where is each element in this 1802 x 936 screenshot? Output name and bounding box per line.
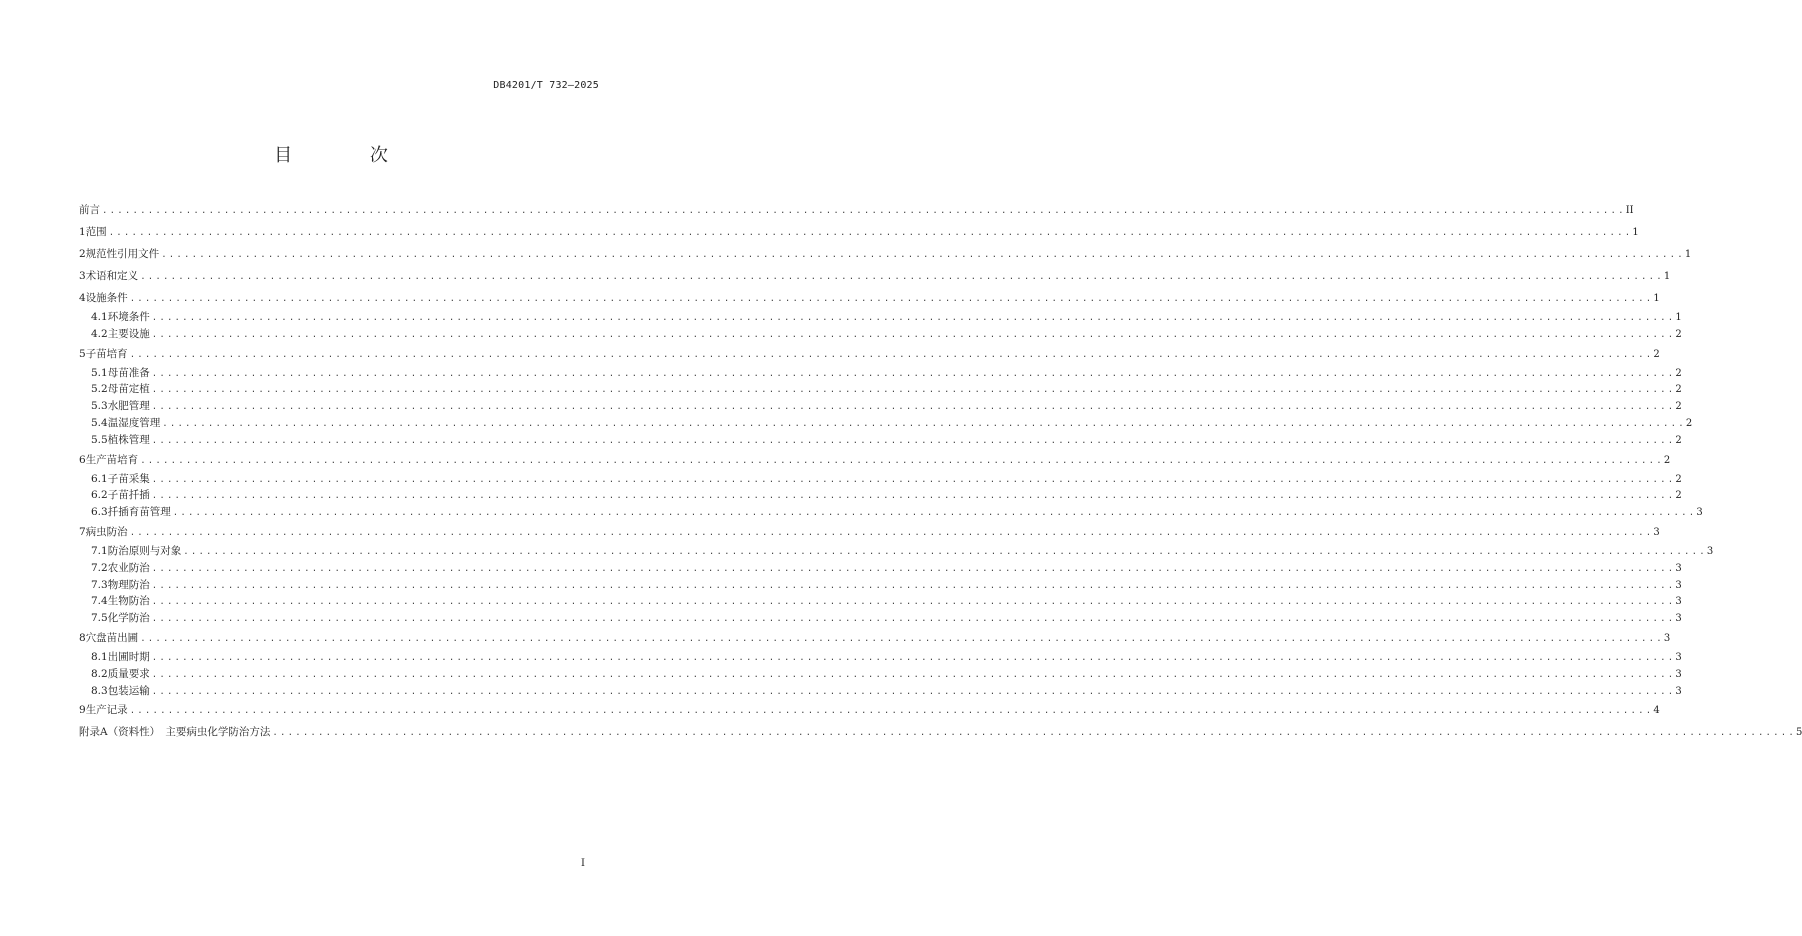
toc-leader-dots: ........................................................................................................................................................................................................ (129, 706, 1654, 717)
toc-leader-dots: ........................................................................................................................................................................................................ (162, 418, 1686, 429)
toc-entry-page: 2 (1685, 417, 1693, 429)
toc-entry[interactable] (79, 504, 1703, 521)
toc-entry-number: 8.1 (91, 650, 108, 663)
toc-entry-page: 1 (1663, 271, 1671, 282)
toc-entry-page: 2 (1663, 454, 1671, 466)
toc-leader-dots: ........................................................................................................................................................................................................ (151, 385, 1676, 396)
toc-leader-dots: ........................................................................................................................................................................................................ (151, 652, 1676, 663)
toc-entry-page: 3 (1675, 562, 1682, 574)
toc-entry-page: 2 (1675, 434, 1682, 446)
toc-entry[interactable] (79, 287, 1660, 309)
toc-entry-title: 扦插育苗管理 (107, 506, 171, 519)
toc-entry-title: 生产苗培育 (85, 453, 139, 466)
toc-entry-title: 农业防治 (107, 561, 150, 574)
toc-leader-dots: ........................................................................................................................................................................................................ (151, 313, 1676, 323)
toc-entry-title: 主要设施 (107, 327, 150, 340)
toc-entry-title: 范围 (85, 226, 107, 238)
toc-entry-number: 5.3 (91, 400, 108, 413)
toc-entry[interactable] (79, 199, 1634, 221)
toc-entry-page: 4 (1653, 705, 1660, 717)
toc-entry-title: 规范性引用文件 (85, 248, 160, 260)
toc-entry-number: 9 (79, 704, 86, 717)
toc-entry[interactable] (79, 593, 1682, 610)
toc-entry-page: II (1625, 205, 1634, 216)
toc-leader-dots: ........................................................................................................................................................................................................ (161, 250, 1685, 260)
toc-entry[interactable] (79, 343, 1660, 365)
toc-entry[interactable] (79, 521, 1660, 543)
toc-entry[interactable] (79, 487, 1682, 504)
toc-entry-number: 5 (79, 347, 86, 360)
toc-entry-number: 5.4 (91, 416, 108, 429)
toc-entry-number: 4 (79, 292, 86, 304)
toc-entry-title: 子苗培育 (85, 347, 128, 360)
toc-entry-number: 7 (79, 525, 86, 538)
toc-entry[interactable] (79, 471, 1682, 488)
page-number: I (581, 858, 585, 869)
toc-entry-page: 3 (1675, 668, 1682, 680)
toc-entry[interactable] (79, 666, 1682, 683)
toc-entry[interactable] (79, 365, 1682, 382)
toc-entry-number: 6.1 (91, 472, 108, 485)
toc-entry-page: 3 (1675, 596, 1682, 608)
toc-leader-dots: ........................................................................................................................................................................................................ (151, 563, 1676, 574)
toc-entry-page: 3 (1675, 613, 1682, 625)
toc-entry[interactable] (79, 649, 1682, 666)
toc-entry-title: 水肥管理 (107, 400, 150, 413)
toc-entry-number: 5.2 (91, 383, 108, 396)
toc-entry-title: 生物防治 (107, 595, 150, 608)
toc-entry[interactable] (79, 265, 1671, 287)
toc-entry-number: 4.2 (91, 327, 108, 340)
toc-entry-number: 7.2 (91, 561, 108, 574)
toc-entry-page: 2 (1675, 490, 1682, 502)
toc-leader-dots: ........................................................................................................................................................................................................ (151, 614, 1676, 625)
toc-entry-page: 3 (1675, 651, 1682, 663)
toc-entry[interactable] (79, 560, 1682, 577)
toc-entry-page: 1 (1632, 227, 1639, 238)
toc-entry-title: 子苗扦插 (107, 489, 150, 502)
toc-entry[interactable] (79, 415, 1693, 432)
toc-leader-dots: ........................................................................................................................................................................................................ (151, 580, 1676, 591)
toc-entry[interactable] (79, 543, 1714, 560)
toc-leader-dots: ........................................................................................................................................................................................................ (129, 294, 1654, 304)
toc-entry[interactable] (79, 432, 1682, 449)
toc-leader-dots: ........................................................................................................................................................................................................ (151, 435, 1676, 446)
toc-entry-number: 1 (79, 226, 86, 238)
toc-entry[interactable] (79, 721, 1802, 743)
toc-entry-title: 防治原则与对象 (107, 544, 182, 557)
toc-leader-dots: ........................................................................................................................................................................................................ (151, 491, 1676, 502)
toc-entry-title: 环境条件 (107, 311, 150, 323)
toc-entry[interactable] (79, 309, 1682, 326)
toc-leader-dots: ........................................................................................................................................................................................................ (140, 272, 1664, 282)
toc-leader-dots: ........................................................................................................................................................................................................ (151, 597, 1676, 608)
toc-entry-number: 8.3 (91, 684, 108, 697)
toc-leader-dots: ........................................................................................................................................................................................................ (151, 329, 1676, 340)
toc-entry-title: 前言 (79, 204, 100, 216)
toc-entry-title: 化学防治 (107, 612, 150, 625)
toc-entry-title: 子苗采集 (107, 472, 150, 485)
toc-leader-dots: ........................................................................................................................................................................................................ (140, 633, 1664, 644)
toc-entry-page: 2 (1675, 401, 1682, 413)
toc-entry[interactable] (79, 381, 1682, 398)
toc-leader-dots: ........................................................................................................................................................................................................ (129, 349, 1654, 360)
toc-leader-dots: ........................................................................................................................................................................................................ (172, 508, 1697, 519)
toc-entry-title: 设施条件 (85, 292, 128, 304)
toc-entry[interactable] (79, 326, 1682, 343)
toc-entry-page: 1 (1684, 249, 1692, 260)
document-code: DB4201/T 732—2025 (493, 80, 599, 91)
toc-entry[interactable] (79, 449, 1671, 471)
toc-entry[interactable] (79, 610, 1682, 627)
toc-leader-dots: ........................................................................................................................................................................................................ (151, 402, 1676, 413)
toc-entry[interactable] (79, 627, 1671, 649)
toc-entry-number: 8.2 (91, 667, 108, 680)
toc-entry-page: 3 (1696, 507, 1703, 519)
toc-entry[interactable] (79, 699, 1660, 721)
toc-entry-number: 2 (79, 248, 86, 260)
toc-entry-title: 术语和定义 (85, 270, 139, 282)
toc-entry-title: 出圃时期 (107, 650, 150, 663)
toc-entry-page: 3 (1653, 526, 1660, 538)
page-title: 目 次 (274, 145, 424, 166)
toc-entry-page: 3 (1675, 579, 1682, 591)
toc-entry-number: 7.4 (91, 595, 108, 608)
toc-entry-title: 质量要求 (107, 667, 150, 680)
toc-entry-title: 穴盘苗出圃 (85, 631, 139, 644)
toc-entry-title: 物理防治 (107, 578, 150, 591)
toc-leader-dots: ........................................................................................................................................................................................................ (151, 368, 1676, 379)
toc-entry[interactable] (79, 243, 1692, 265)
toc-entry-number: 3 (79, 270, 86, 282)
toc-entry-page: 2 (1675, 384, 1682, 396)
toc-entry-page: 1 (1675, 312, 1682, 323)
toc-entry-title: 包装运输 (107, 684, 150, 697)
toc-entry-title: 母苗定植 (107, 383, 150, 396)
toc-entry-title: 植株管理 (107, 433, 150, 446)
toc-entry-number: 7.1 (91, 544, 108, 557)
toc-entry-title: 附录A（资料性） 主要病虫化学防治方法 (79, 726, 271, 739)
toc-leader-dots: ........................................................................................................................................................................................................ (140, 455, 1664, 466)
toc-entry-title: 温湿度管理 (107, 416, 161, 429)
toc-leader-dots: ........................................................................................................................................................................................................ (272, 728, 1797, 739)
toc-entry[interactable] (79, 221, 1639, 243)
toc-entry-number: 6.2 (91, 489, 108, 502)
toc-entry-title: 母苗准备 (107, 366, 150, 379)
toc-leader-dots: ........................................................................................................................................................................................................ (102, 206, 1626, 216)
toc-entry-page: 5 (1796, 727, 1802, 739)
toc-leader-dots: ........................................................................................................................................................................................................ (151, 669, 1676, 680)
toc-entry-page: 1 (1653, 293, 1660, 304)
toc-entry-page: 3 (1663, 632, 1671, 644)
toc-entry-number: 5.1 (91, 366, 108, 379)
toc-leader-dots: ........................................................................................................................................................................................................ (108, 228, 1633, 238)
toc-entry-number: 5.5 (91, 433, 108, 446)
toc-entry[interactable] (79, 577, 1682, 594)
table-of-contents (79, 199, 1802, 743)
toc-entry-page: 2 (1675, 367, 1682, 379)
toc-entry-number: 6 (79, 453, 86, 466)
toc-entry-title: 病虫防治 (85, 525, 128, 538)
toc-entry-number: 8 (79, 631, 86, 644)
toc-entry[interactable] (79, 398, 1682, 415)
toc-entry-page: 2 (1653, 348, 1660, 360)
toc-leader-dots: ........................................................................................................................................................................................................ (151, 686, 1676, 697)
toc-entry-page: 3 (1675, 685, 1682, 697)
toc-leader-dots: ........................................................................................................................................................................................................ (183, 546, 1707, 557)
toc-leader-dots: ........................................................................................................................................................................................................ (151, 474, 1676, 485)
toc-entry-number: 4.1 (91, 311, 108, 323)
toc-entry-page: 3 (1706, 545, 1714, 557)
toc-entry-number: 6.3 (91, 506, 108, 519)
toc-entry-page: 2 (1675, 473, 1682, 485)
toc-entry-number: 7.3 (91, 578, 108, 591)
toc-entry[interactable] (79, 683, 1682, 700)
toc-entry-page: 2 (1675, 328, 1682, 340)
toc-entry-number: 7.5 (91, 612, 108, 625)
toc-leader-dots: ........................................................................................................................................................................................................ (129, 527, 1654, 538)
toc-entry-title: 生产记录 (85, 704, 128, 717)
